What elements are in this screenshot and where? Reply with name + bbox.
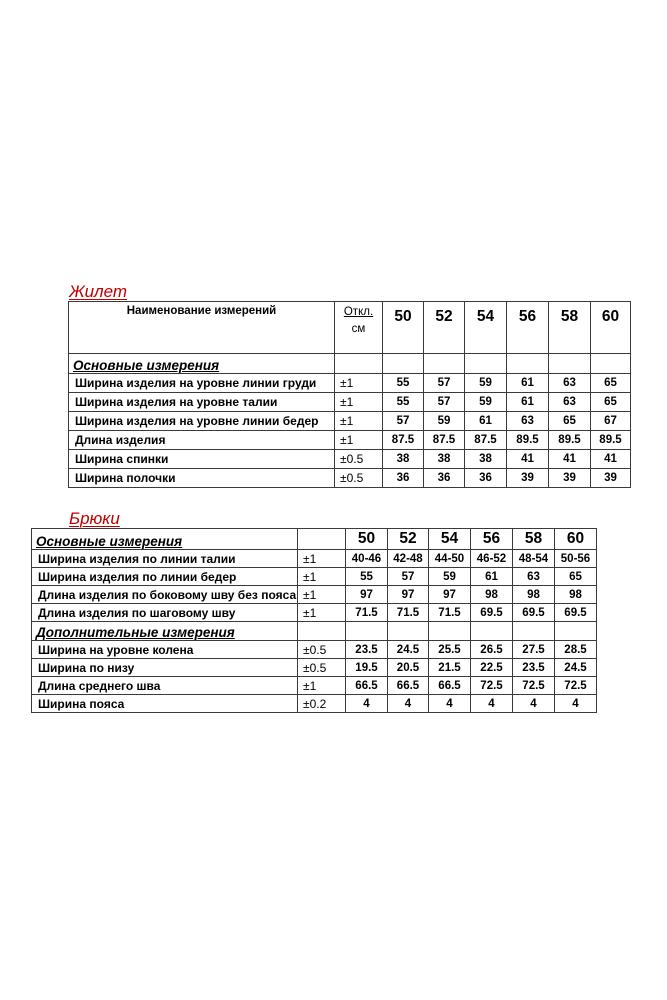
- measurement-name: Длина изделия по боковому шву без пояса: [32, 586, 298, 604]
- measurement-name: Ширина изделия на уровне линии бедер: [69, 412, 335, 431]
- table-row: [32, 550, 597, 568]
- measurement-value: 4: [555, 695, 597, 713]
- measurement-value: 24.5: [388, 641, 429, 659]
- measurement-value: 42-48: [388, 550, 429, 568]
- measurement-value: 41: [591, 450, 631, 469]
- measurement-value: 59: [429, 568, 471, 586]
- measurement-value: 61: [507, 393, 549, 412]
- measurement-value: 89.5: [507, 431, 549, 450]
- measurement-value: 59: [424, 412, 465, 431]
- measurement-value: 67: [591, 412, 631, 431]
- table-row: [32, 695, 597, 713]
- tolerance-value: ±1: [298, 604, 346, 622]
- measurement-value: 26.5: [471, 641, 513, 659]
- tolerance-value: ±0.5: [298, 641, 346, 659]
- measurement-value: 40-46: [346, 550, 388, 568]
- measurement-value: 65: [549, 412, 591, 431]
- measurement-value: 55: [346, 568, 388, 586]
- measurement-name: Ширина полочки: [69, 469, 335, 488]
- pants-extra-rows: [32, 641, 597, 713]
- measurement-value: 20.5: [388, 659, 429, 677]
- measurement-value: 66.5: [346, 677, 388, 695]
- measurement-value: 21.5: [429, 659, 471, 677]
- measurement-value: 71.5: [346, 604, 388, 622]
- measurement-value: 23.5: [346, 641, 388, 659]
- measurement-value: 36: [383, 469, 424, 488]
- measurement-value: 38: [383, 450, 424, 469]
- measurement-name-header: Наименование измерений: [69, 302, 335, 354]
- measurement-value: 71.5: [388, 604, 429, 622]
- measurement-value: 69.5: [471, 604, 513, 622]
- measurement-value: 63: [513, 568, 555, 586]
- size-header: 58: [513, 529, 555, 550]
- measurement-value: 87.5: [465, 431, 507, 450]
- tolerance-value: ±1: [298, 568, 346, 586]
- measurement-value: 55: [383, 374, 424, 393]
- tolerance-header: [335, 302, 383, 354]
- tolerance-value: ±0.2: [298, 695, 346, 713]
- size-header: 60: [591, 302, 631, 354]
- table-row: [69, 450, 631, 469]
- measurement-value: 98: [513, 586, 555, 604]
- size-header: 56: [507, 302, 549, 354]
- measurement-value: 69.5: [555, 604, 597, 622]
- measurement-name: Ширина на уровне колена: [32, 641, 298, 659]
- measurement-name: Ширина пояса: [32, 695, 298, 713]
- measurement-value: 89.5: [549, 431, 591, 450]
- measurement-value: 39: [507, 469, 549, 488]
- pants-section-title: Брюки: [69, 509, 120, 528]
- subheading-extra: Дополнительные измерения: [32, 622, 298, 641]
- measurement-value: 48-54: [513, 550, 555, 568]
- measurement-value: 72.5: [555, 677, 597, 695]
- measurement-name: Ширина изделия по линии талии: [32, 550, 298, 568]
- tolerance-value: ±1: [335, 393, 383, 412]
- measurement-value: 72.5: [471, 677, 513, 695]
- table-row: [32, 568, 597, 586]
- size-header: 54: [465, 302, 507, 354]
- measurement-value: 89.5: [591, 431, 631, 450]
- size-header: 52: [424, 302, 465, 354]
- measurement-value: 98: [471, 586, 513, 604]
- measurement-value: 98: [555, 586, 597, 604]
- measurement-value: 41: [549, 450, 591, 469]
- measurement-value: 4: [513, 695, 555, 713]
- measurement-value: 65: [555, 568, 597, 586]
- measurement-value: 50-56: [555, 550, 597, 568]
- measurement-value: 61: [465, 412, 507, 431]
- measurement-value: 87.5: [424, 431, 465, 450]
- tolerance-value: ±1: [298, 677, 346, 695]
- size-header: 58: [549, 302, 591, 354]
- measurement-value: 23.5: [513, 659, 555, 677]
- subheading-main: Основные измерения: [69, 354, 335, 374]
- measurement-value: 97: [346, 586, 388, 604]
- measurement-value: 87.5: [383, 431, 424, 450]
- measurement-value: 97: [429, 586, 471, 604]
- tolerance-header-line2: см: [351, 323, 366, 335]
- measurement-value: 41: [507, 450, 549, 469]
- measurement-name: Ширина по низу: [32, 659, 298, 677]
- measurement-value: 4: [346, 695, 388, 713]
- tolerance-value: ±1: [335, 431, 383, 450]
- measurement-name: Ширина изделия по линии бедер: [32, 568, 298, 586]
- pants-main-rows: [32, 550, 597, 622]
- size-header: 56: [471, 529, 513, 550]
- measurement-value: 36: [465, 469, 507, 488]
- pants-size-table: [31, 528, 597, 713]
- measurement-name: Ширина спинки: [69, 450, 335, 469]
- tolerance-value: ±1: [335, 374, 383, 393]
- measurement-value: 4: [388, 695, 429, 713]
- measurement-value: 39: [591, 469, 631, 488]
- measurement-value: 27.5: [513, 641, 555, 659]
- measurement-value: 97: [388, 586, 429, 604]
- measurement-value: 59: [465, 374, 507, 393]
- measurement-value: 63: [549, 374, 591, 393]
- measurement-value: 61: [471, 568, 513, 586]
- table-row: [32, 659, 597, 677]
- measurement-value: 69.5: [513, 604, 555, 622]
- measurement-value: 36: [424, 469, 465, 488]
- measurement-value: 63: [549, 393, 591, 412]
- measurement-value: 44-50: [429, 550, 471, 568]
- tolerance-header-line1: Откл.: [343, 306, 374, 318]
- measurement-value: 59: [465, 393, 507, 412]
- table-row: [32, 604, 597, 622]
- vest-section-title: Жилет: [69, 282, 128, 301]
- tolerance-value: ±1: [335, 412, 383, 431]
- measurement-value: 28.5: [555, 641, 597, 659]
- measurement-value: 25.5: [429, 641, 471, 659]
- measurement-value: 39: [549, 469, 591, 488]
- size-header: 50: [383, 302, 424, 354]
- measurement-value: 46-52: [471, 550, 513, 568]
- pants-subheading-row: [32, 622, 597, 641]
- tolerance-value: ±0.5: [335, 469, 383, 488]
- measurement-value: 63: [507, 412, 549, 431]
- measurement-name: Ширина изделия на уровне талии: [69, 393, 335, 412]
- pants-header-row: [32, 529, 597, 550]
- table-row: [69, 374, 631, 393]
- measurement-value: 4: [471, 695, 513, 713]
- measurement-value: 57: [388, 568, 429, 586]
- table-row: [69, 412, 631, 431]
- measurement-name: Длина изделия: [69, 431, 335, 450]
- measurement-value: 65: [591, 374, 631, 393]
- measurement-value: 57: [383, 412, 424, 431]
- measurement-value: 66.5: [388, 677, 429, 695]
- vest-header-row: [69, 302, 631, 354]
- measurement-value: 24.5: [555, 659, 597, 677]
- subheading-main: Основные измерения: [32, 529, 298, 550]
- measurement-name: Длина изделия по шаговому шву: [32, 604, 298, 622]
- measurement-value: 66.5: [429, 677, 471, 695]
- table-row: [69, 431, 631, 450]
- measurement-name: Длина среднего шва: [32, 677, 298, 695]
- size-header: 52: [388, 529, 429, 550]
- table-row: [32, 586, 597, 604]
- measurement-value: 57: [424, 393, 465, 412]
- measurement-value: 61: [507, 374, 549, 393]
- measurement-value: 38: [465, 450, 507, 469]
- vest-rows: [69, 374, 631, 488]
- measurement-value: 57: [424, 374, 465, 393]
- measurement-value: 55: [383, 393, 424, 412]
- table-row: [69, 393, 631, 412]
- measurement-name: Ширина изделия на уровне линии груди: [69, 374, 335, 393]
- tolerance-value: ±1: [298, 550, 346, 568]
- measurement-value: 22.5: [471, 659, 513, 677]
- table-row: [69, 469, 631, 488]
- size-header: 54: [429, 529, 471, 550]
- tolerance-value: ±0.5: [298, 659, 346, 677]
- tolerance-value: ±0.5: [335, 450, 383, 469]
- measurement-value: 4: [429, 695, 471, 713]
- measurement-value: 71.5: [429, 604, 471, 622]
- size-header: 60: [555, 529, 597, 550]
- measurement-value: 38: [424, 450, 465, 469]
- vest-size-table: [68, 301, 631, 488]
- measurement-value: 65: [591, 393, 631, 412]
- size-header: 50: [346, 529, 388, 550]
- table-row: [32, 641, 597, 659]
- table-row: [32, 677, 597, 695]
- tolerance-value: ±1: [298, 586, 346, 604]
- vest-subheading-row: [69, 354, 631, 374]
- measurement-value: 72.5: [513, 677, 555, 695]
- measurement-value: 19.5: [346, 659, 388, 677]
